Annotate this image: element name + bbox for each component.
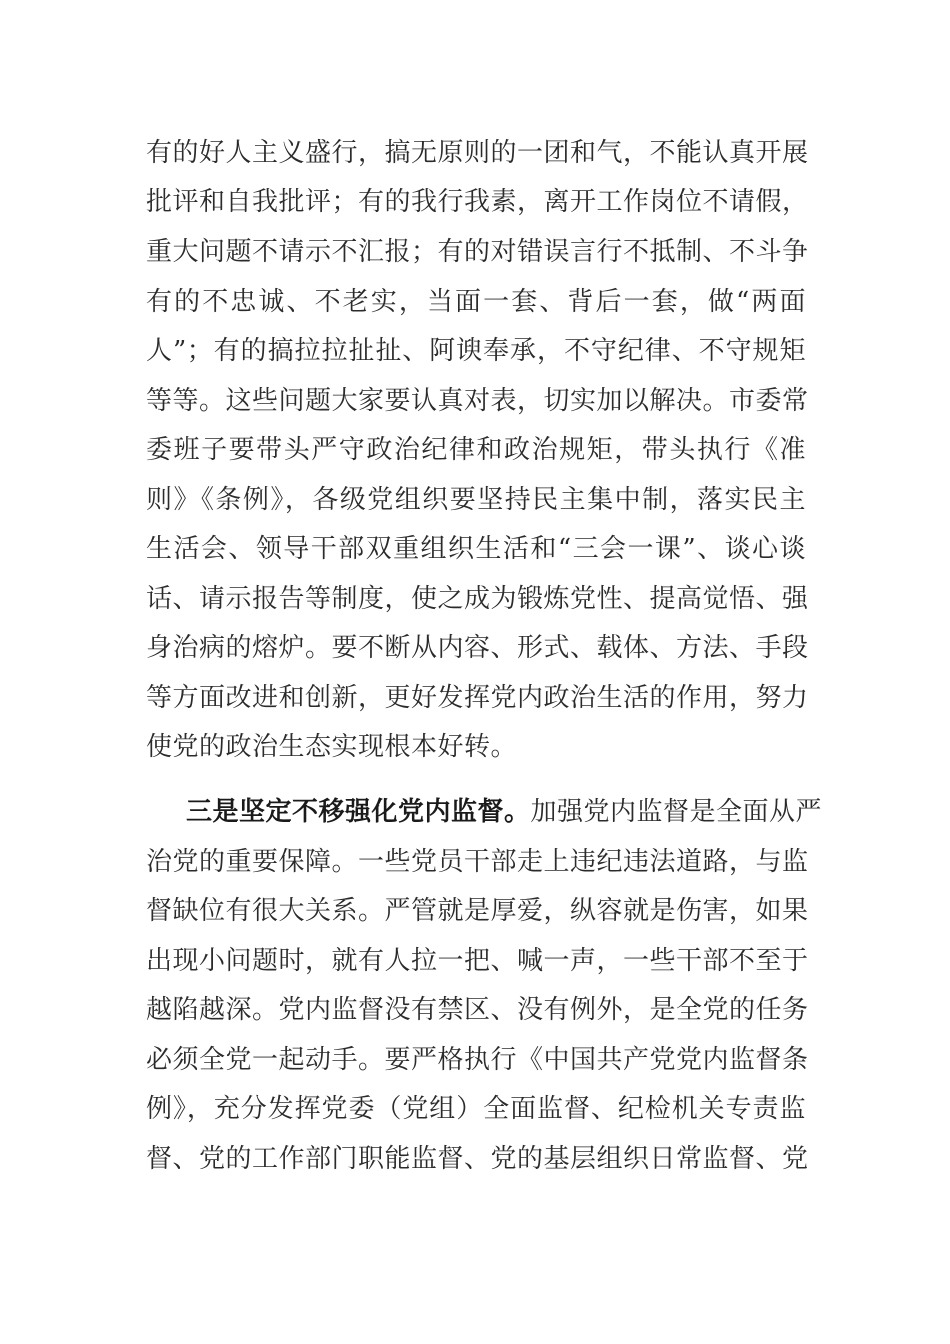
text-line: 使党的政治生态实现根本好转。	[146, 732, 518, 762]
text-line: 例》，充分发挥党委（党组）全面监督、纪检机关专责监	[146, 1094, 806, 1124]
text-line: 批评和自我批评；有的我行我素，离开工作岗位不请假，	[146, 187, 809, 217]
text-line: 等方面改进和创新，更好发挥党内政治生活的作用，努力	[146, 683, 809, 713]
text-line: 身治病的熔炉。要不断从内容、形式、载体、方法、手段	[146, 633, 809, 663]
text-line: 越陷越深。党内监督没有禁区、没有例外，是全党的任务	[146, 995, 809, 1025]
paragraph-lead-heading: 三是坚定不移强化党内监督。	[186, 797, 531, 827]
text-line: 督缺位有很大关系。严管就是厚爱，纵容就是伤害，如果	[146, 896, 809, 926]
text-line: 生活会、领导干部双重组织生活和“三会一课”、谈心谈	[146, 534, 806, 564]
text-line: 等等。这些问题大家要认真对表，切实加以解决。市委常	[146, 386, 809, 416]
text-line: 则》《条例》，各级党组织要坚持民主集中制，落实民主	[146, 485, 806, 515]
text-line: 重大问题不请示不汇报；有的对错误言行不抵制、不斗争	[146, 237, 809, 267]
text-line-first	[186, 792, 823, 832]
text-fragment: 加强党内监督是全面从严	[530, 797, 823, 827]
text-line: 话、请示报告等制度，使之成为锻炼党性、提高觉悟、强	[146, 584, 809, 614]
text-line: 必须全党一起动手。要严格执行《中国共产党党内监督条	[146, 1045, 809, 1075]
text-line: 有的不忠诚、不老实，当面一套、背后一套，做“两面	[146, 287, 806, 317]
text-line: 出现小问题时，就有人拉一把、喊一声，一些干部不至于	[146, 946, 809, 976]
text-line: 督、党的工作部门职能监督、党的基层组织日常监督、党	[146, 1144, 809, 1174]
text-line: 治党的重要保障。一些党员干部走上违纪违法道路，与监	[146, 847, 809, 877]
text-line: 人”；有的搞拉拉扯扯、阿谀奉承，不守纪律、不守规矩	[146, 336, 806, 366]
text-line: 委班子要带头严守政治纪律和政治规矩，带头执行《准	[146, 435, 806, 465]
text-line: 有的好人主义盛行，搞无原则的一团和气，不能认真开展	[146, 138, 809, 168]
